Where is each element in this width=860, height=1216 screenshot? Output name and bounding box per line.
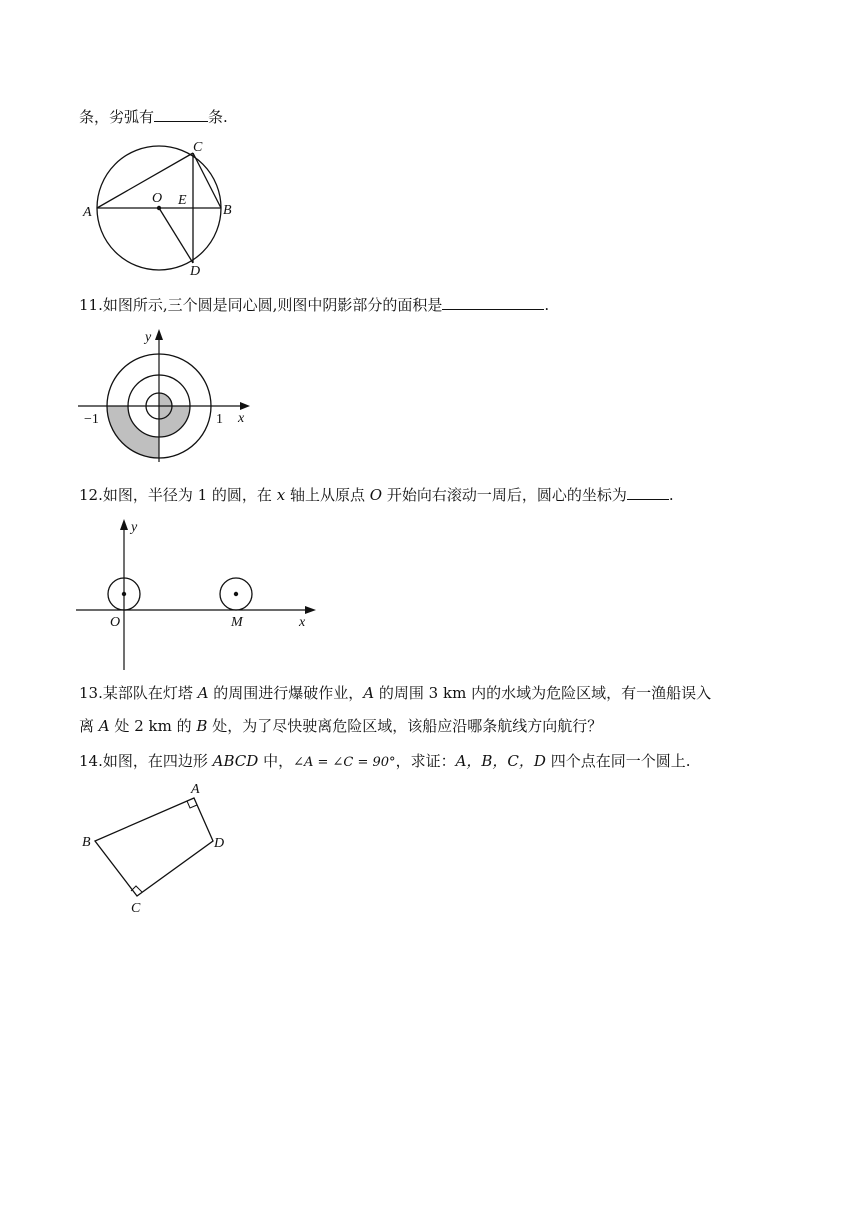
- answer-blank: [442, 294, 544, 310]
- q12-b: 轴上从原点: [289, 486, 365, 504]
- q10-lead: 条，劣弧有: [79, 108, 155, 126]
- q13-point-b: B: [196, 717, 208, 735]
- shaded-outer-ring: [107, 406, 159, 458]
- y-axis-arrow: [120, 519, 128, 530]
- label-o: O: [110, 615, 121, 630]
- answer-blank: [154, 106, 208, 122]
- q13-l2a: 离: [79, 717, 95, 735]
- y-axis-arrow: [155, 329, 163, 340]
- label-neg1: −1: [84, 412, 99, 427]
- q10-tail: 条.: [208, 108, 228, 126]
- q13-l1c: 的周围 3 km 内的水域为危险区域，有一渔船误入: [378, 684, 712, 702]
- center-dot: [157, 206, 161, 210]
- q14-points: A，B，C，D: [455, 752, 546, 770]
- q14-d: 四个点在同一个圆上.: [550, 752, 691, 770]
- q11-end: .: [544, 296, 550, 314]
- center-dot-origin: [122, 592, 126, 596]
- chord-cb: [193, 153, 221, 208]
- q13-l2c: 处，为了尽快驶离危险区域，该船应沿哪条航线方向航行？: [212, 717, 603, 735]
- label-c: C: [131, 901, 141, 916]
- x-axis-arrow: [240, 402, 250, 410]
- q12-o: O: [369, 486, 383, 504]
- label-m: M: [231, 615, 243, 630]
- label-a: A: [191, 782, 200, 797]
- figure-circle-chords: [80, 135, 250, 277]
- q11-text: 11.如图所示,三个圆是同心圆,则图中阴影部分的面积是: [79, 296, 443, 314]
- label-o: O: [152, 191, 163, 206]
- label-a: A: [83, 205, 92, 220]
- label-y: y: [131, 520, 138, 535]
- q13-l1b: 的周围进行爆破作业，: [213, 684, 364, 702]
- q13-point-a: A: [197, 684, 209, 702]
- q12-a: 12.如图，半径为 1 的圆，在: [79, 486, 272, 504]
- figure-quadrilateral: [80, 780, 230, 916]
- center-dot-m: [234, 592, 238, 596]
- answer-blank: [627, 484, 669, 500]
- label-y: y: [145, 330, 152, 345]
- q14-a: 14.如图，在四边形: [79, 752, 208, 770]
- q13-point-a3: A: [98, 717, 110, 735]
- quadrilateral-abcd: [95, 798, 213, 896]
- q14-b: 中，: [263, 752, 294, 770]
- q14-angle-formula: ∠A = ∠C = 90°: [293, 755, 396, 770]
- x-axis-arrow: [305, 606, 316, 614]
- q12-end: .: [668, 486, 674, 504]
- q13-line-2: [79, 716, 602, 736]
- label-x: x: [299, 615, 306, 630]
- label-b: B: [82, 835, 91, 850]
- label-c: C: [193, 140, 203, 155]
- label-d: D: [190, 264, 201, 279]
- q13-l2b: 处 2 km 的: [114, 717, 192, 735]
- radius-od: [159, 208, 193, 263]
- q13-l1a: 13.某部队在灯塔: [79, 684, 193, 702]
- label-d: D: [214, 836, 225, 851]
- q13-line-1: [79, 683, 711, 703]
- q14-c: ，求证：: [395, 752, 456, 770]
- label-e: E: [178, 193, 187, 208]
- q12-line: [79, 484, 674, 505]
- q12-c: 开始向右滚动一周后，圆心的坐标为: [386, 486, 627, 504]
- q14-quad-name: ABCD: [212, 752, 259, 770]
- label-x: x: [238, 411, 245, 426]
- q12-x: x: [276, 486, 286, 504]
- q11-line: [79, 294, 549, 315]
- q14-line: [79, 751, 691, 773]
- figure-concentric-circles: [78, 324, 258, 462]
- q10-line: [79, 106, 228, 127]
- q13-point-a2: A: [363, 684, 375, 702]
- label-1: 1: [216, 412, 223, 427]
- figure-rolling-circle: [76, 514, 326, 670]
- label-b: B: [223, 203, 232, 218]
